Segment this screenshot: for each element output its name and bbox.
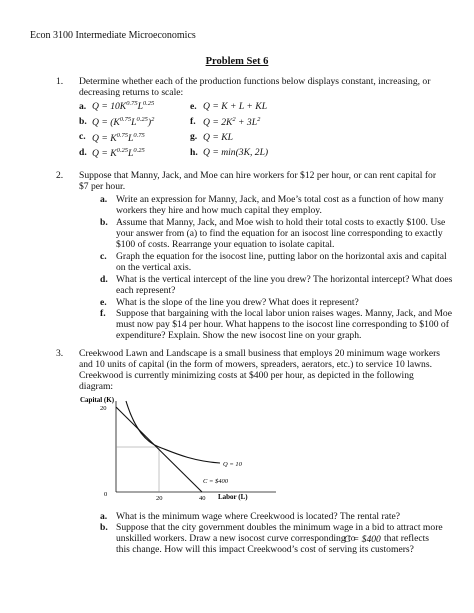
question-text-line: $7 per hour. <box>79 181 126 192</box>
question-number: 3. <box>56 348 64 359</box>
item-label: c. <box>100 251 107 262</box>
item-text-line: workers they hire and how much capital they employ. <box>116 205 322 216</box>
question-text-line: decreasing returns to scale: <box>79 87 184 98</box>
production-function: $Q = K^{0.25}L^{0.25}$ <box>92 147 145 159</box>
item-label: d. <box>79 147 87 158</box>
item-text-line: What is the vertical intercept of the line you drew? The horizontal intercept? What does <box>116 274 453 285</box>
question-text-line: diagram: <box>79 381 114 392</box>
isoquant-curve <box>126 401 220 463</box>
y-axis-label: Capital (K) <box>80 396 115 404</box>
item-label: d. <box>100 274 108 285</box>
item-label: e. <box>190 101 197 112</box>
origin-label: 0 <box>104 491 108 498</box>
item-text-line: expenditure? Explain. Show the new isocost line on your graph. <box>116 330 362 341</box>
item-label: b. <box>100 522 108 533</box>
isoquant-label: Q = 10 <box>223 461 242 468</box>
item-text-line: on the vertical axis. <box>116 262 192 273</box>
y-tick-label: 20 <box>100 405 107 412</box>
item-text-line: What is the slope of the line you drew? What does it represent? <box>116 297 359 308</box>
item-text-line: unskilled workers. Draw a new isocost curve corresponding to <box>116 533 356 544</box>
item-label: c. <box>79 131 86 142</box>
item-text-line: $100 of costs. Rearrange your equation to isolate capital. <box>116 239 335 250</box>
x-tick-label: 20 <box>156 495 163 502</box>
question-text-line: Creekwood is currently minimizing costs at $400 per hour, as depicted in the following <box>79 370 414 381</box>
item-text-line: Write an expression for Manny, Jack, and Moe’s total cost as a function of how many <box>116 194 444 205</box>
x-tick-label: 40 <box>199 495 206 502</box>
question-text-line: Creekwood Lawn and Landscape is a small business that employs 20 minimum wage workers <box>79 348 441 359</box>
question-text-line: and 10 units of capital (in the form of mowers, spreaders, aerators, etc.) to service 10 lawns. <box>79 359 432 370</box>
item-text-line: Suppose that the city government doubles the minimum wage in a bid to attract more <box>116 522 443 533</box>
question-number: 1. <box>56 76 64 87</box>
item-label: h. <box>190 147 198 158</box>
production-function: Q = KL <box>203 132 233 143</box>
item-label: b. <box>100 217 108 228</box>
item-label: b. <box>79 116 87 127</box>
production-function: $Q = 10K^{0.75}L^{0.25}$ <box>92 100 155 112</box>
isoquant-isocost-diagram <box>80 393 280 505</box>
item-text-line: Graph the equation for the isocost line, putting labor on the horizontal axis and capital <box>116 251 447 262</box>
production-function: $Q = 2K^2 + 3L^2$ <box>203 116 261 128</box>
page-title: Problem Set 6 <box>205 56 269 67</box>
question-text-line: Suppose that Manny, Jack, and Moe can hire workers for $12 per hour, or can rent capital for <box>79 170 437 181</box>
item-label: a. <box>100 511 108 522</box>
question-text-line: Determine whether each of the production functions below displays constant, increasing, or <box>79 76 431 87</box>
isocost-label: C = $400 <box>203 478 228 485</box>
item-text-line: Assume that Manny, Jack, and Moe wish to hold their total costs to exactly $100. Use <box>116 217 446 228</box>
item-label: a. <box>79 101 87 112</box>
production-function: Q = min(3K, 2L) <box>203 147 269 158</box>
item-text-line: your answer from (a) to find the equation for an isocost line corresponding to exactly <box>116 228 443 239</box>
production-function: $Q = (K^{0.75}L^{0.25})^2$ <box>92 116 155 128</box>
item-text-line: Suppose that bargaining with the local labor union raises wages. Manny, Jack, and Moe <box>116 308 452 319</box>
item-text-line: must now pay $14 per hour. What happens to the isocost line corresponding to $100 of <box>116 319 449 330</box>
inline-equation: C = $400 <box>344 534 381 545</box>
item-text-line: this change. How will this impact Creekwood’s cost of serving its customers? <box>116 544 414 555</box>
item-label: f. <box>190 116 196 127</box>
item-label: a. <box>100 194 108 205</box>
item-text-line: that reflects <box>384 533 430 544</box>
item-label: f. <box>100 308 106 319</box>
production-function: $Q = K^{0.75}L^{0.75}$ <box>92 132 145 144</box>
item-label: e. <box>100 297 107 308</box>
question-number: 2. <box>56 170 64 181</box>
item-text-line: What is the minimum wage where Creekwood is located? The rental rate? <box>116 511 401 522</box>
x-axis-label: Labor (L) <box>218 493 248 501</box>
item-text-line: each represent? <box>116 285 176 296</box>
course-header: Econ 3100 Intermediate Microeconomics <box>30 30 196 41</box>
item-label: g. <box>190 131 198 142</box>
production-function: Q = K + L + KL <box>203 101 268 112</box>
